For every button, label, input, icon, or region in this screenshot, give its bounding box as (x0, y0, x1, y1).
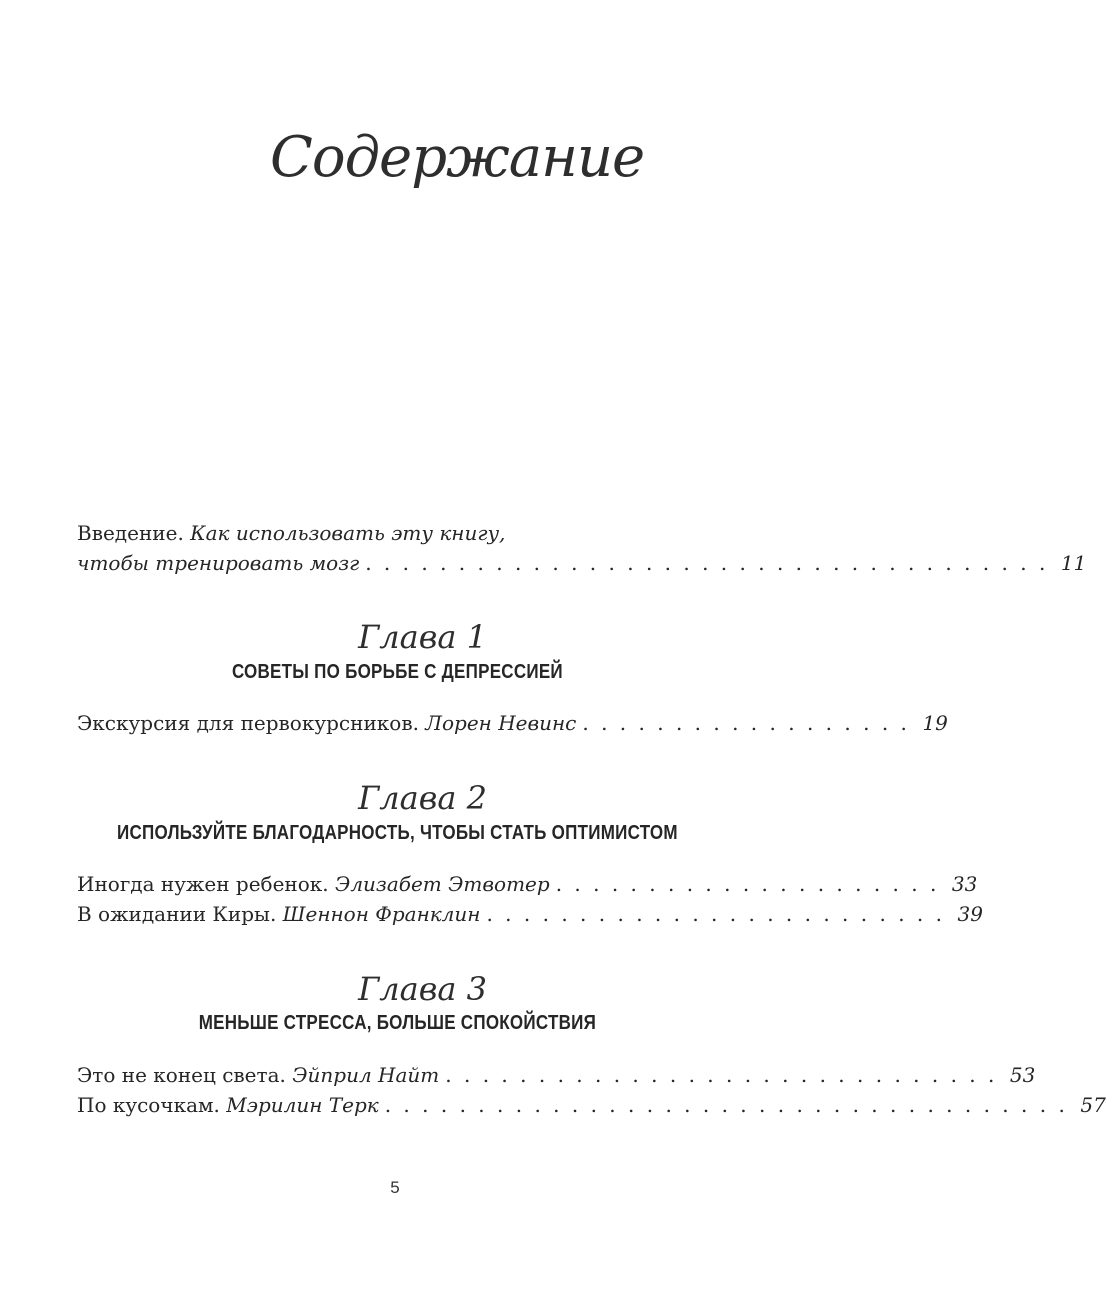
story-title: Это не конец света. (77, 1063, 286, 1087)
intro-line-1 (77, 519, 717, 547)
page-number: 33 (951, 872, 978, 896)
toc-entry[interactable] (77, 870, 978, 898)
page-number: 19 (922, 711, 948, 735)
intro-title-part1: Как использовать эту книгу, (190, 521, 506, 545)
dot-leader: . . . . . . . . . . . . . . . . . . . . . (555, 872, 940, 896)
dot-leader: . . . . . . . . . . . . . . . . . . (582, 711, 910, 735)
story-author: Лорен Невинс (425, 711, 577, 735)
dot-leader: . . . . . . . . . . . . . . . . . . . . . . . . . . . . . . . . . . . . . (384, 1093, 1068, 1117)
page-number: 57 (1080, 1093, 1106, 1117)
toc-entry[interactable] (77, 1091, 1106, 1119)
story-author: Элизабет Этвотер (335, 872, 550, 896)
chapter-title-3: МЕНЬШЕ СТРЕССА, БОЛЬШЕ СПОКОЙСТВИЯ (198, 1012, 597, 1034)
chapter-title-2: ИСПОЛЬЗУЙТЕ БЛАГОДАРНОСТЬ, ЧТОБЫ СТАТЬ ОПТИМИСТОМ (117, 822, 678, 844)
story-title: По кусочкам. (77, 1093, 220, 1117)
story-author: Эйприл Найт (292, 1063, 440, 1087)
toc-entry-intro[interactable] (77, 549, 1087, 577)
page-folio: 5 (390, 1178, 400, 1197)
story-title: Экскурсия для первокурсников. (77, 711, 419, 735)
chapter-title-1: СОВЕТЫ ПО БОРЬБЕ С ДЕПРЕССИЕЙ (231, 661, 563, 683)
toc-entry[interactable] (77, 1061, 1036, 1089)
chapter-label-2: Глава 2 (358, 779, 487, 817)
page-title: Содержание (270, 125, 645, 190)
story-author: Мэрилин Терк (226, 1093, 379, 1117)
page-number: 39 (957, 902, 983, 926)
page-number: 53 (1009, 1063, 1036, 1087)
story-title: В ожидании Киры. (77, 902, 277, 926)
page-number: 11 (1060, 551, 1087, 575)
toc-entry[interactable] (77, 900, 983, 928)
chapter-label-3: Глава 3 (358, 970, 487, 1008)
intro-title-part2: чтобы тренировать мозг (77, 551, 360, 575)
story-author: Шеннон Франклин (282, 902, 481, 926)
toc-entry[interactable] (77, 709, 948, 737)
intro-label: Введение. (77, 521, 184, 545)
chapter-label-1: Глава 1 (358, 618, 487, 656)
dot-leader: . . . . . . . . . . . . . . . . . . . . . . . . . . . . . . . . . . . . . (365, 551, 1049, 575)
dot-leader: . . . . . . . . . . . . . . . . . . . . . . . . . (486, 902, 945, 926)
story-title: Иногда нужен ребенок. (77, 872, 329, 896)
dot-leader: . . . . . . . . . . . . . . . . . . . . . . . . . . . . . . (445, 1063, 998, 1087)
